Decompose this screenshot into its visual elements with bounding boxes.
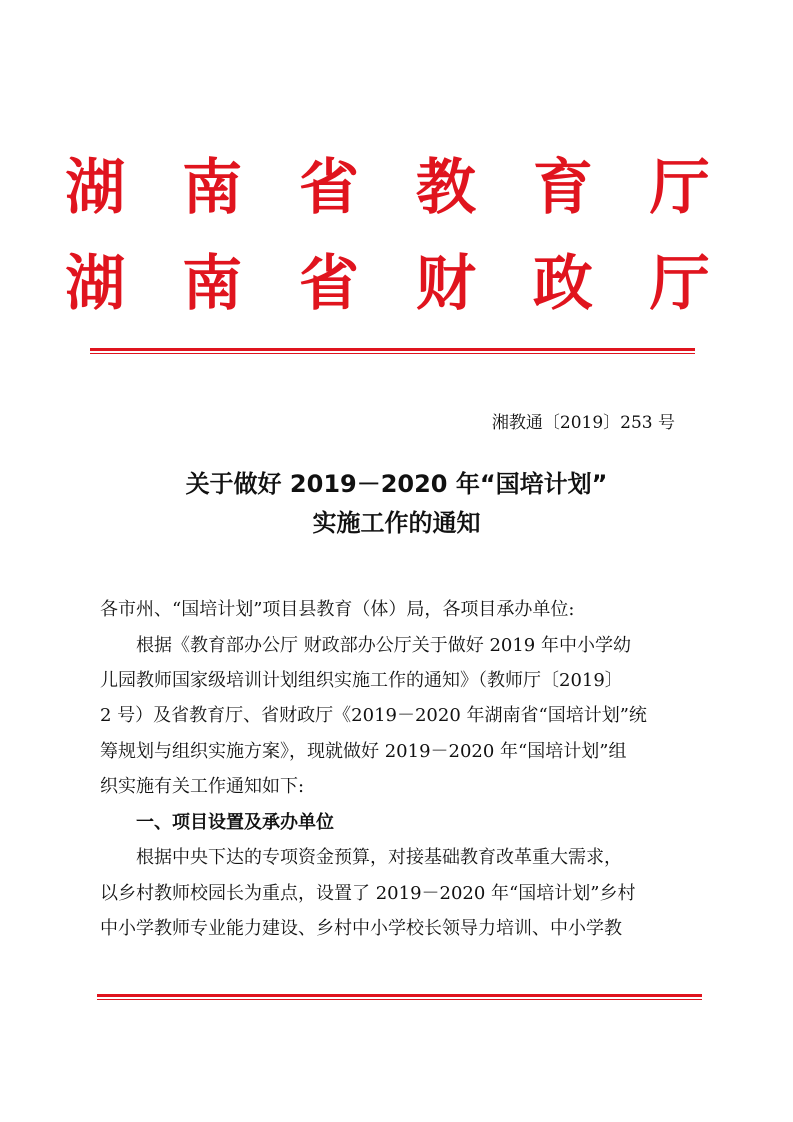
document-title-line-2: 实施工作的通知 — [312, 509, 481, 537]
issuing-org-line-1: 湖 南 省 教 育 厅 — [65, 153, 728, 223]
body-paragraph-line: 根据中央下达的专项资金预算，对接基础教育改革重大需求， — [100, 847, 622, 868]
red-footer-rule — [97, 994, 702, 1000]
body-paragraph-line: 筹规划与组织实施方案》，现就做好 2019－2020 年“国培计划”组 — [100, 741, 627, 762]
body-paragraph-line: 以乡村教师校园长为重点，设置了 2019－2020 年“国培计划”乡村 — [100, 883, 636, 904]
body-paragraph-line: 根据《教育部办公厅 财政部办公厅关于做好 2019 年中小学幼 — [100, 635, 631, 656]
body-paragraph-line: 2 号）及省教育厅、省财政厅《2019－2020 年湖南省“国培计划”统 — [100, 705, 647, 726]
body-paragraph-line: 织实施有关工作通知如下: — [100, 776, 305, 797]
issuing-org-line-2: 湖 南 省 财 政 厅 — [65, 249, 728, 319]
red-header-rule — [90, 348, 695, 354]
document-title-line-1: 关于做好 2019－2020 年“国培计划” — [185, 470, 608, 498]
section-heading: 一、项目设置及承办单位 — [100, 812, 334, 833]
document-number: 湘教通〔2019〕253 号 — [491, 413, 675, 433]
body-paragraph-line: 儿园教师国家级培训计划组织实施工作的通知》（教师厅〔2019〕 — [100, 670, 623, 691]
body-paragraph-line: 中小学教师专业能力建设、乡村中小学校长领导力培训、中小学教 — [100, 918, 622, 939]
addressee-line: 各市州、“国培计划”项目县教育（体）局，各项目承办单位: — [100, 599, 575, 620]
